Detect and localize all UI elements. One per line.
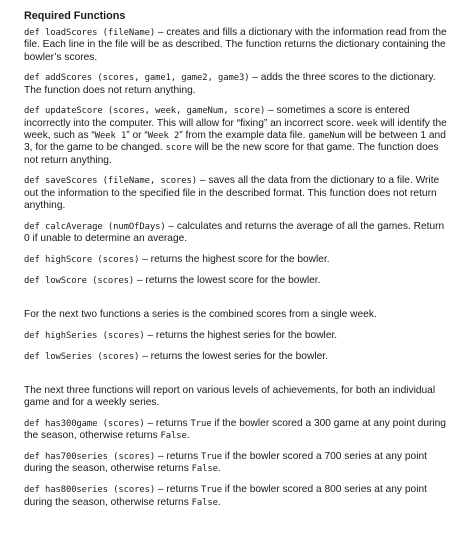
function-description: – returns the lowest score for the bowler.: [134, 274, 321, 286]
function-description: – saves all the data from the dictionary to a file. Write out the information to the specified file in the described format. This function does not return anything.: [24, 175, 440, 212]
function-calcAverage: [24, 221, 452, 246]
inline-code: Week 1: [94, 131, 127, 142]
function-signature: def lowScore (scores): [24, 275, 135, 286]
achievements-intro: The next three functions will report on various levels of achievements, for both an individual game and for a weekly series.: [24, 384, 436, 409]
inline-code: gameNum: [308, 131, 346, 142]
function-signature: def updateScore (scores, week, gameNum, score): [24, 106, 266, 117]
function-description: – creates and fills a dictionary with the information read from the file. Each line in the file will be as described. The function returns the dictionary containing the bowler’s scores.: [24, 27, 447, 63]
sentence-end: .: [217, 496, 221, 508]
function-signature: def highScore (scores): [24, 254, 140, 265]
function-signature: def has800series (scores): [24, 485, 156, 496]
function-loadScores: [24, 27, 452, 64]
series-intro: For the next two functions a series is the combined scores from a single week.: [24, 309, 377, 321]
inline-code: False: [160, 431, 187, 442]
function-signature: def loadScores (fileName): [24, 28, 156, 38]
inline-code: True: [200, 485, 222, 496]
function-description: – adds the three scores to the dictionary. The function does not return anything.: [24, 72, 436, 96]
function-description: – calculates and returns the average of all the games. Return 0 if unable to determine an average.: [24, 220, 445, 245]
section-heading: Required Functions: [24, 10, 126, 22]
function-signature: def has700series (scores): [24, 452, 156, 463]
function-signature: def calcAverage (numOfDays): [24, 221, 166, 232]
inline-code: score: [165, 143, 192, 154]
function-description: – returns: [155, 451, 201, 463]
function-signature: def highSeries (scores): [24, 330, 145, 341]
inline-code: True: [190, 419, 212, 430]
function-highSeries: [24, 330, 452, 342]
function-description: ” or “: [126, 130, 148, 142]
sentence-end: .: [186, 430, 190, 442]
inline-code: True: [200, 452, 222, 463]
function-has700series: [24, 451, 452, 476]
function-description: will be between 1 and 3, for the game to be changed.: [24, 130, 446, 154]
function-signature: def addScores (scores, game1, game2, game3): [24, 73, 250, 84]
function-signature: def lowSeries (scores): [24, 351, 140, 362]
function-signature: def saveScores (fileName, scores): [24, 176, 198, 187]
function-description: if the bowler scored a 800 series at any point during the season, otherwise returns: [24, 484, 427, 508]
function-updateScore: [24, 105, 452, 166]
function-description: – returns the lowest series for the bowler.: [139, 350, 328, 362]
function-description: if the bowler scored a 700 series at any point during the season, otherwise returns: [24, 451, 427, 475]
inline-code: week: [356, 118, 378, 129]
function-saveScores: [24, 175, 452, 212]
inline-code: Week 2: [147, 131, 180, 142]
function-description: – returns: [155, 484, 201, 496]
function-description: – returns the highest series for the bowler.: [144, 329, 338, 341]
inline-code: False: [191, 497, 218, 508]
function-description: – returns the highest score for the bowler.: [139, 253, 330, 265]
function-description: ” from the example data file.: [179, 130, 309, 142]
function-lowSeries: [24, 351, 452, 363]
function-description: will identify the week, such as “: [24, 117, 447, 142]
function-has800series: [24, 484, 452, 509]
function-description: – returns: [144, 418, 191, 430]
inline-code: False: [191, 464, 218, 475]
function-description: – sometimes a score is entered incorrectly into the computer. This will allow for “fixing” an incorrect score.: [24, 105, 410, 129]
function-description: will be the new score for that game. The function does not return anything.: [24, 142, 439, 166]
function-addScores: [24, 72, 452, 97]
function-signature: def has300game (scores): [24, 419, 145, 430]
function-lowScore: [24, 275, 452, 287]
function-has300game: [24, 418, 452, 443]
function-highScore: [24, 254, 452, 266]
function-description: if the bowler scored a 300 game at any point during the season, otherwise returns: [24, 418, 446, 442]
sentence-end: .: [217, 463, 221, 475]
